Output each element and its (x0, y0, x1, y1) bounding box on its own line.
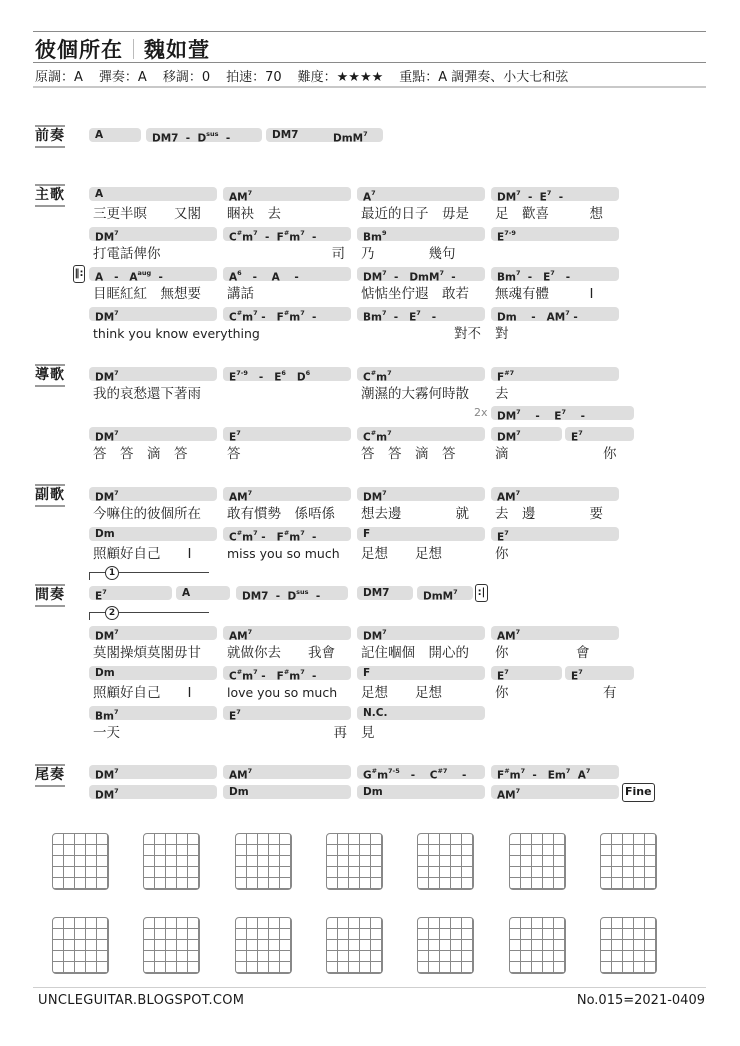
interlude-lyric: 就做你去 我會 (227, 645, 335, 661)
intro-chord: DM7 (266, 128, 344, 142)
footer-rule (33, 987, 706, 988)
chorus-chord: F (357, 527, 485, 541)
song-title: 彼個所在 (35, 38, 123, 62)
interlude-chord: $AM^7$ (491, 626, 619, 640)
interlude-chord: A (176, 586, 230, 600)
repeat-start-marker: ‖: (73, 265, 85, 283)
prechorus-chord: $DM^7$ (491, 427, 562, 441)
prechorus-chord: $F^{\#7}$ (491, 367, 619, 381)
verse-chord: $Bm^7 - E^7$ - (491, 267, 619, 281)
song-meta (35, 66, 568, 85)
interlude-lyric: 足想 足想 (361, 685, 442, 701)
interlude-chord: $DM^7$ (89, 626, 217, 640)
chord-diagram-grid (417, 917, 474, 974)
prechorus-chord: $C^{\#}m^7$ (357, 427, 485, 441)
verse-chord: A (89, 187, 217, 201)
chorus-chord: $E^7$ (491, 527, 619, 541)
title-rule (33, 62, 706, 63)
prechorus-chord: $DM^7$ (89, 427, 217, 441)
chord-diagram-grid (417, 833, 474, 890)
interlude-chord: Bm$^7$ (89, 706, 217, 720)
verse-lyric: 對 (495, 326, 509, 342)
interlude-lyric: 再 (333, 725, 347, 741)
prechorus-chord: $E^7$ (565, 427, 634, 441)
volta-number-1: 1 (105, 566, 119, 580)
verse-lyric: 司 (331, 246, 345, 262)
prechorus-lyric: 我的哀愁還下著雨 (93, 386, 201, 402)
interlude-chord: Dm (89, 666, 217, 680)
section-label-chorus: 副歌 (35, 484, 65, 507)
interlude-chord: $E^7$ (565, 666, 634, 680)
chord-diagram-grid (326, 917, 383, 974)
verse-chord: Bm$^9$ (357, 227, 485, 241)
verse-chord: A - $A^{aug}$ - (89, 267, 217, 281)
meta-difficulty: 難度：★★★★ (297, 70, 384, 85)
interlude-lyric: 莫閣操煩莫閣毋甘 (93, 645, 201, 661)
verse-chord: $AM^7$ (223, 187, 351, 201)
chord-diagram-grid (235, 917, 292, 974)
verse-lyric: 目眶紅紅 無想要 (93, 286, 201, 302)
verse-chord: Dm - $AM^7$ - (491, 307, 619, 321)
prechorus-lyric: 去 (495, 386, 509, 402)
verse-chord: $Bm^7 - E^7$ - (357, 307, 485, 321)
footer-site: UNCLEGUITAR.BLOGSPOT.COM (38, 993, 245, 1008)
outro-chord: $AM^7$ (491, 785, 619, 799)
outro-chord: Dm (223, 785, 351, 799)
chorus-chord: $DM^7$ (89, 487, 217, 501)
interlude-chord: $E^7$ (89, 586, 172, 600)
chorus-lyric: 你 (495, 546, 509, 562)
title-divider (133, 39, 134, 59)
meta-tempo: 拍速：70 (226, 70, 282, 85)
verse-chord: $C^{\#}m^7 - F^{\#}m^7$ - (223, 227, 351, 241)
outro-chord: $DM^7$ (89, 785, 217, 799)
intro-chord: $DM7 - D^{sus}$ - (146, 128, 262, 142)
chorus-chord: $C^{\#}m^7 - F^{\#}m^7$ - (223, 527, 351, 541)
top-rule (33, 31, 706, 32)
interlude-chord: F (357, 666, 485, 680)
verse-lyric: 對不 (454, 326, 481, 342)
prechorus-chord: $E^7$ (223, 427, 351, 441)
interlude-chord: $C^{\#}m^7 - F^{\#}m^7$ - (223, 666, 351, 680)
meta-rule (33, 86, 706, 88)
prechorus-repeat-chord: $DM^7$ - $E^7$ - (491, 406, 634, 420)
interlude-lyric: 你 有 (495, 685, 617, 701)
chord-diagram-grid (600, 833, 657, 890)
intro-chord: A (89, 128, 141, 142)
verse-chord: $DM^7 - E^7$ - (491, 187, 619, 201)
verse-chord: $C^{\#}m^7 - F^{\#}m^7$ - (223, 307, 351, 321)
chord-diagram-grid (143, 917, 200, 974)
section-label-outro: 尾奏 (35, 764, 65, 787)
interlude-lyric: love you so much (227, 685, 338, 700)
outro-chord: $G^{\#}m^{7-5}$ - $C^{\#7}$ - (357, 765, 485, 779)
chorus-lyric: 想去邊 就 (361, 506, 469, 522)
meta-capo: 移調：0 (162, 70, 211, 85)
footer-number: No.015=2021-0409 (576, 993, 705, 1008)
interlude-chord: $AM^7$ (223, 626, 351, 640)
verse-lyric: 睏袂 去 (227, 206, 281, 222)
chord-diagram-grid (52, 917, 109, 974)
interlude-lyric: 照顧好自己 I (93, 685, 192, 701)
chorus-lyric: 敢有慣勢 係唔係 (227, 506, 335, 522)
repeat-end-marker: :| (475, 584, 488, 602)
chorus-chord: $DM^7$ (357, 487, 485, 501)
repeat-count-label: 2x (474, 406, 488, 419)
verse-lyric: 乃 幾句 (361, 246, 456, 262)
prechorus-lyric: 答 答 滴 答 (93, 446, 188, 462)
verse-lyric: 最近的日子 毋是 (361, 206, 469, 222)
verse-lyric: 講話 (227, 286, 254, 302)
prechorus-lyric: 答 答 滴 答 (361, 446, 456, 462)
chorus-chord: Dm (89, 527, 217, 541)
song-heading (35, 34, 210, 64)
verse-chord: $E^{7-9}$ (491, 227, 619, 241)
chorus-lyric: 今嘛住的彼個所在 (93, 506, 201, 522)
verse-lyric: 惦惦坐佇遐 敢若 (361, 286, 469, 302)
outro-chord: $AM^7$ (223, 765, 351, 779)
meta-play-key: 彈奏：A (98, 70, 147, 85)
outro-chord: Dm (357, 785, 485, 799)
chord-diagram-grid (326, 833, 383, 890)
verse-lyric: 三更半暝 又閣 (93, 206, 201, 222)
interlude-chord: N.C. (357, 706, 485, 720)
verse-lyric: 足 歡喜 想 (495, 206, 603, 222)
verse-chord: $A^7$ (357, 187, 485, 201)
interlude-chord: $DM^7$ (357, 626, 485, 640)
interlude-lyric: 見 (361, 725, 375, 741)
fine-marker: Fine (622, 783, 655, 802)
chord-diagram-grid (509, 833, 566, 890)
interlude-lyric: 你 會 (495, 645, 590, 661)
verse-chord: $DM^7 - DmM^7$ - (357, 267, 485, 281)
chorus-lyric: 去 邊 要 (495, 506, 603, 522)
chorus-lyric: 照顧好自己 I (93, 546, 192, 562)
verse-chord: $DM^7$ (89, 307, 217, 321)
meta-original-key: 原調：A (35, 70, 83, 85)
prechorus-chord: $E^{7-9} - E^6$ $D^6$ (223, 367, 351, 381)
chorus-chord: $AM^7$ (491, 487, 619, 501)
interlude-chord: $E^7$ (491, 666, 562, 680)
section-label-intro: 前奏 (35, 125, 65, 148)
intro-chord: DmM$^7$ (327, 128, 383, 142)
volta-number-2: 2 (105, 606, 119, 620)
interlude-lyric: 記住嗰個 開心的 (361, 645, 469, 661)
interlude-chord: $DM7 - D^{sus}$ - (236, 586, 348, 600)
chorus-lyric: 足想 足想 (361, 546, 442, 562)
outro-chord: $F^{\#}m^7 - Em^7$ $A^7$ (491, 765, 619, 779)
verse-lyric: 無魂有體 I (495, 286, 594, 302)
prechorus-lyric: 答 (227, 446, 241, 462)
interlude-chord: DmM$^7$ (417, 586, 473, 600)
chord-diagram-grid (509, 917, 566, 974)
outro-chord: $DM^7$ (89, 765, 217, 779)
section-label-interlude: 間奏 (35, 584, 65, 607)
prechorus-lyric: 滴 你 (495, 446, 617, 462)
chord-diagram-grid (143, 833, 200, 890)
interlude-lyric: 一天 (93, 725, 120, 741)
chord-diagram-grid (52, 833, 109, 890)
prechorus-chord: $C^{\#}m^7$ (357, 367, 485, 381)
verse-lyric: think you know everything (93, 326, 260, 341)
verse-chord: $A^6$ - A - (223, 267, 351, 281)
chord-diagram-grid (600, 917, 657, 974)
artist-name: 魏如萱 (144, 38, 210, 62)
meta-focus: 重點：A 調彈奏、小大七和弦 (399, 70, 569, 85)
chord-diagram-grid (235, 833, 292, 890)
section-label-verse: 主歌 (35, 184, 65, 207)
chorus-chord: $AM^7$ (223, 487, 351, 501)
interlude-chord: $E^7$ (223, 706, 351, 720)
chorus-lyric: miss you so much (227, 546, 340, 561)
prechorus-chord: $DM^7$ (89, 367, 217, 381)
interlude-chord: DM7 (357, 586, 413, 600)
prechorus-lyric: 潮濕的大霧何時散 (361, 386, 469, 402)
section-label-prechorus: 導歌 (35, 364, 65, 387)
verse-lyric: 打電話俾你 (93, 246, 161, 262)
verse-chord: $DM^7$ (89, 227, 217, 241)
